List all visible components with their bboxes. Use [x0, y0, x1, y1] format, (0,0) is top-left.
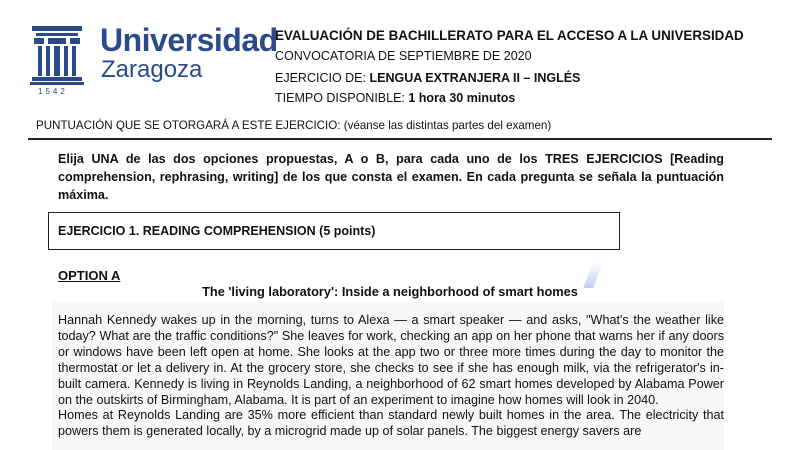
time-label: TIEMPO DISPONIBLE:: [275, 91, 405, 105]
logo-university-name: Universidad: [100, 22, 278, 58]
article-body: [58, 313, 724, 440]
article-paragraph-1: Hannah Kennedy wakes up in the morning, turns to Alexa — a smart speaker — and asks, "What's the weather like today? What are the traffic conditions?" She leaves for work, checking an app on her phone that warns her if any doors or windows have been left open at home. She looks at the app two or three more times during the day to monitor the thermostat or let a delivery in. At the grocery store, she checks to see if she has enough milk, via the refrigerator's in-built camera. Kennedy is living in Reynolds Landing, a neighborhood of 62 smart homes developed by Alabama Power on the outskirts of Birmingham, Alabama. It is part of an experiment to imagine how homes will look in 2040.: [58, 313, 724, 407]
exam-title: EVALUACIÓN DE BACHILLERATO PARA EL ACCESO A LA UNIVERSIDAD: [275, 28, 744, 43]
logo-year: 1542: [38, 87, 68, 96]
article-paragraph-2: Homes at Reynolds Landing are 35% more efficient than standard newly built homes in the area. The electricity that powers them is generated locally, by a microgrid made up of solar panels. The biggest energy savers are: [58, 408, 724, 439]
instructions: Elija UNA de las dos opciones propuestas, A o B, para cada uno de los TRES EJERCICIOS [Reading comprehension, rephrasing, writing] de los que consta el examen. En cada pregunta se señala la puntuación máxima.: [58, 152, 724, 202]
university-emblem-icon: [28, 22, 86, 88]
time-value: 1 hora 30 minutos: [408, 91, 516, 105]
exam-subject: [275, 70, 580, 86]
subject-label: EJERCICIO DE:: [275, 71, 366, 85]
header-divider: [28, 138, 772, 140]
subject-value: LENGUA EXTRANJERA II – INGLÉS: [369, 71, 581, 85]
option-label: OPTION A: [58, 268, 121, 283]
exam-convocatoria: CONVOCATORIA DE SEPTIEMBRE DE 2020: [275, 49, 532, 63]
article-title: The 'living laboratory': Inside a neighborhood of smart homes: [202, 284, 578, 299]
scoring-note: PUNTUACIÓN QUE SE OTORGARÁ A ESTE EJERCICIO: (véanse las distintas partes del examen): [36, 119, 552, 132]
exam-time: [275, 90, 515, 106]
exercise-title: EJERCICIO 1. READING COMPREHENSION (5 points): [58, 224, 376, 238]
logo-city-name: Zaragoza: [101, 56, 203, 83]
